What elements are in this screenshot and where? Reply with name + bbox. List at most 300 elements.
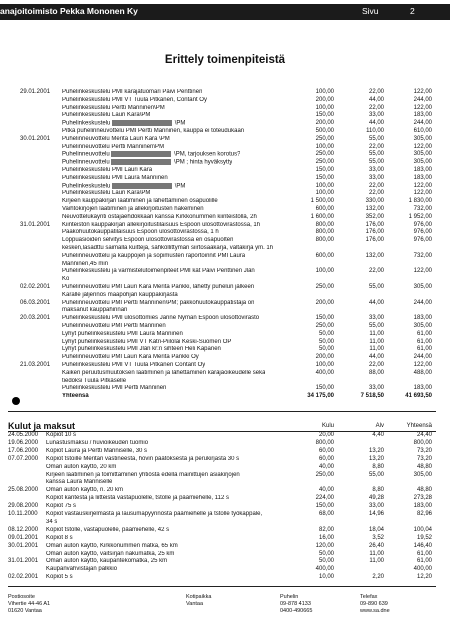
cost-row	[0, 472, 450, 479]
row-description: Loppuasioiden selvitys Espoon ulosottovirastossa eri osapuolten	[62, 237, 234, 244]
row-vat: 11,00	[369, 330, 384, 337]
row-vat: 55,00	[368, 471, 384, 478]
cost-row	[0, 487, 450, 494]
row-total: 273,28	[413, 495, 432, 502]
service-row	[0, 175, 450, 182]
row-amount: 60,00	[318, 455, 334, 462]
cost-row	[0, 558, 450, 565]
row-total: 122,00	[413, 143, 432, 150]
service-row	[0, 144, 450, 151]
row-total: 183,00	[413, 315, 432, 322]
row-description: Kirjeen laatiminen ja toimittaminen yhtiöstä edellä mainittujen asiakirjojen	[46, 471, 240, 478]
row-date: 06.03.2001	[20, 299, 51, 306]
row-vat: 33,00	[368, 385, 384, 392]
row-vat: 55,00	[368, 284, 384, 290]
row-vat: 44,00	[368, 96, 384, 103]
row-description: maksanut kauppahinnan	[62, 307, 128, 314]
row-amount: 200,00	[315, 354, 334, 361]
page-number: 2	[410, 6, 415, 16]
service-row	[0, 214, 450, 221]
service-row	[0, 159, 450, 166]
row-vat: 176,00	[365, 237, 384, 244]
office-name: anajoitoimisto Pekka Mononen Ky	[0, 6, 138, 16]
row-amount: 150,00	[315, 112, 334, 119]
row-total: 100,04	[413, 526, 432, 533]
row-vat: 18,04	[368, 526, 384, 533]
service-row	[0, 370, 450, 377]
row-description: Karalle jäljennös maapohjan kauppakirjasta	[62, 291, 178, 298]
service-row	[0, 315, 450, 322]
row-total: 244,00	[413, 299, 432, 306]
service-row	[0, 136, 450, 143]
service-row	[0, 284, 450, 291]
row-description: Puhelinkeskustelu Lauri Kara\PM	[62, 190, 151, 197]
service-row	[0, 354, 450, 361]
row-amount: 224,00	[315, 495, 334, 502]
redaction-block	[112, 183, 172, 189]
row-date: 20.03.2001	[20, 315, 51, 322]
row-description: kesken,lasadttu saimalla kuittejä, sähköllittymän siirtosaakarja, valtakirja ym. 1h	[62, 245, 274, 251]
row-amount: 50,00	[318, 346, 334, 353]
service-row	[0, 261, 450, 268]
row-total: 61,00	[416, 330, 432, 337]
row-date: 29.01.2001	[20, 89, 51, 95]
row-amount: 100,00	[315, 104, 334, 111]
row-amount: 500,00	[315, 128, 334, 134]
row-amount: 120,00	[315, 542, 334, 549]
footer-address: Postiosoite Vihertie 44-46 A1 01620 Vantaa	[8, 594, 51, 614]
row-date: 09.01.2001	[8, 534, 39, 541]
row-amount: 150,00	[315, 167, 334, 173]
service-row	[0, 120, 450, 127]
row-total: 122,00	[413, 182, 432, 189]
row-description: Puhelinkeskustelu ja varmistelutoimenpiteet PMI kät Päivi Penttinen Jlän	[62, 268, 255, 275]
row-date: 02.02.2001	[8, 574, 39, 581]
row-description: Lyhyt puhelinkeskustelu PMI VT Katri-Piilolai Keski-Suomen OP	[62, 338, 232, 345]
row-vat: 14,96	[368, 511, 384, 517]
row-total: 48,80	[416, 463, 432, 470]
row-total: 19,52	[416, 534, 432, 541]
service-row	[0, 112, 450, 119]
row-date: 30.01.2001	[20, 135, 51, 142]
row-vat: 11,00	[369, 338, 384, 345]
cost-row	[0, 535, 450, 542]
row-total: 244,00	[413, 120, 432, 127]
row-description: Kopiot kantesta ja liitteistä vastapuolelle, tstolle ja päämiehelle, 112 s	[46, 495, 229, 502]
row-total: 400,00	[413, 566, 432, 573]
service-row	[0, 237, 450, 244]
service-row	[0, 268, 450, 275]
cost-row	[0, 503, 450, 510]
row-total: 1 830,00	[408, 198, 432, 205]
row-description: Puhelinkeskustelu \PM	[62, 183, 186, 190]
row-total: 61,00	[416, 550, 432, 557]
row-description: Puhelinkeskustelu Lauri Kara\PM	[62, 112, 151, 119]
row-amount: 250,00	[315, 135, 334, 142]
row-vat: 13,20	[368, 447, 384, 454]
row-vat: 11,00	[369, 550, 384, 557]
row-amount: 1 600,00	[310, 213, 334, 220]
row-description: 34 s	[46, 518, 58, 525]
row-total: 122,00	[413, 268, 432, 275]
row-total: 305,00	[413, 159, 432, 166]
cost-row	[0, 574, 450, 581]
cost-row	[0, 464, 450, 471]
row-description: Puhelinkeskustelu \PM	[62, 120, 186, 127]
row-description: Oman auton käyttö, Kirkkonummen matka, 65 km	[46, 542, 178, 549]
row-total: 61,00	[416, 346, 432, 353]
row-amount: 40,00	[318, 463, 334, 470]
service-row	[0, 276, 450, 283]
row-description: Pitkä puhelinneuvottelu PMI Pertti Manninen, kauppa ei toteudukaan	[62, 128, 245, 134]
row-total: 183,00	[413, 503, 432, 510]
row-amount: 800,00	[315, 229, 334, 236]
row-vat: 55,00	[368, 323, 384, 329]
redaction-block	[111, 151, 171, 157]
row-total: 488,00	[413, 369, 432, 376]
service-row	[0, 190, 450, 197]
hole-punch-dot	[12, 397, 20, 405]
row-vat: 26,40	[368, 542, 384, 549]
row-total: 800,00	[413, 439, 432, 446]
footer-phone: Puhelin 09-878 4133 0400-490665	[280, 594, 313, 614]
row-vat: 13,20	[368, 455, 384, 462]
row-total: 183,00	[413, 174, 432, 181]
row-total: 48,80	[416, 487, 432, 494]
row-total: 976,00	[413, 237, 432, 244]
row-description: Kopiot vastauskirjelmästä ja lausumapyynnöstä päämiehelle ja tstolle työkappale,	[46, 511, 263, 517]
service-row	[0, 89, 450, 96]
cost-row	[0, 543, 450, 550]
row-total: 976,00	[413, 229, 432, 236]
row-date: 31.01.2001	[20, 221, 51, 228]
row-vat: 44,00	[368, 120, 384, 127]
row-date: 19.06.2000	[8, 439, 39, 446]
col-kulu: Kulu	[321, 423, 334, 429]
row-amount: 800,00	[315, 221, 334, 228]
row-total: 122,00	[413, 362, 432, 368]
service-row	[0, 362, 450, 369]
row-vat: 4,40	[372, 432, 384, 438]
row-description: tiedoksi Tuula Pitkäselle	[62, 377, 127, 384]
row-date: 30.01.2001	[8, 542, 39, 549]
service-row	[0, 385, 450, 392]
cost-row	[0, 511, 450, 518]
row-amount: 250,00	[315, 151, 334, 158]
service-row	[0, 378, 450, 385]
row-amount: 250,00	[315, 471, 334, 478]
row-date: 17.06.2000	[8, 447, 39, 454]
cost-row	[0, 456, 450, 463]
row-description: Oman auton käyttö, vaitsirjan nakumatka, 25 km	[46, 550, 175, 557]
row-vat: 11,00	[369, 346, 384, 353]
row-vat: 22,00	[368, 104, 384, 111]
row-total: 1 952,00	[408, 213, 432, 220]
row-description: Puhelinneuvottelu Pertti Manninen\PM	[62, 143, 165, 150]
row-description: Puhelinkeskustelu PMI Laura Manninen	[62, 174, 168, 181]
row-vat: 22,00	[368, 362, 384, 368]
service-row	[0, 323, 450, 330]
row-vat: 33,00	[368, 112, 384, 119]
row-date: 08.12.2000	[8, 526, 39, 533]
row-description: Kopiot Laura ja Pertti Manniselle, 30 s	[46, 447, 148, 454]
row-amount: 600,00	[315, 252, 334, 259]
row-amount: 600,00	[315, 206, 334, 212]
row-description: Kopiot tstolle, vastapuolelle, päämiehelle, 42 s	[46, 526, 170, 533]
row-description: Puhelinkeskustelu PMI Pertti Manninen	[62, 385, 167, 392]
cost-row	[0, 432, 450, 439]
row-description: Puhelinneuvottelu \PM ; hinta hyväksytty	[62, 159, 233, 166]
service-row	[0, 97, 450, 104]
row-vat: 33,00	[368, 503, 384, 510]
row-amount: 100,00	[315, 182, 334, 189]
row-amount: 50,00	[318, 330, 334, 337]
row-total: 610,00	[413, 128, 432, 134]
service-row	[0, 167, 450, 174]
row-date: 29.08.2000	[8, 503, 39, 510]
row-date: 21.03.2001	[20, 362, 51, 368]
row-description: Oman auton käyttö, kaupantekomatka, 25 km	[46, 558, 168, 565]
service-row	[0, 183, 450, 190]
row-vat: 8,80	[372, 487, 384, 494]
row-vat: 176,00	[365, 221, 384, 228]
row-description: Puhelinkeskustelu PMI käräjätuomari Päivi Penttinen	[62, 89, 203, 95]
row-amount: 100,00	[315, 190, 334, 197]
row-date: 02.02.2001	[20, 284, 51, 290]
row-description: Kopiot 8 s	[46, 534, 73, 541]
service-row	[0, 253, 450, 260]
row-vat: 49,28	[368, 495, 384, 502]
row-description: Puhelinneuvottelu ja kauppojen ja sopimusten raportoinnit PMI Laura	[62, 252, 246, 259]
row-vat: 8,80	[372, 463, 384, 470]
letterhead	[0, 0, 450, 20]
footer-divider	[8, 586, 436, 587]
service-row	[0, 346, 450, 353]
row-total: 976,00	[413, 221, 432, 228]
row-amount: 100,00	[315, 89, 334, 95]
row-description: Ko	[62, 276, 70, 283]
row-amount: 82,00	[318, 526, 334, 533]
cost-row	[0, 448, 450, 455]
row-vat: 11,00	[369, 558, 384, 565]
row-total: 146,40	[413, 542, 432, 549]
row-total: 183,00	[413, 112, 432, 119]
row-description: Lyhyt puhelinkeskustelu PMI Laura Manninen	[62, 330, 183, 337]
row-description: Puhelinneuvottelu \PM, tarjouksen korotus?	[62, 151, 241, 158]
row-description: Puhelinneuvottelu PMI Lauri Kara Merita Pankki, lähetty puhelun jälkeen	[62, 284, 255, 290]
row-amount: 150,00	[315, 503, 334, 510]
cost-row	[0, 440, 450, 447]
row-total: 244,00	[413, 354, 432, 361]
costs-title: Kulut ja maksut	[8, 421, 76, 431]
service-row	[0, 128, 450, 135]
row-date: 10.11.2000	[8, 511, 38, 517]
cost-row	[0, 495, 450, 502]
row-description: Yhteensä	[62, 393, 89, 400]
row-description: Kopiot 5 s	[46, 574, 73, 581]
row-description: Neuvottelukäynti ostajaehdokkaan kanssa Kirkkonummen kiinteistöllä, 2h	[62, 213, 257, 220]
row-total: 122,00	[413, 89, 432, 95]
row-total: 73,20	[416, 447, 432, 454]
row-amount: 100,00	[315, 143, 334, 150]
row-description: Paakohuutokauppatilaisuus Espoon ulosottovirastossa, 1 h	[62, 229, 219, 236]
row-vat: 55,00	[368, 159, 384, 166]
row-description: Puhelinneuvottelu PMI Pertti Manninen	[62, 323, 166, 329]
row-description: Puhelinkeskustelu PMI ulosottomies Janne Nyman Espoon ulosottovirasto	[62, 315, 260, 322]
row-amount: 100,00	[315, 268, 334, 275]
row-total: 305,00	[413, 135, 432, 142]
row-amount: 200,00	[315, 120, 334, 127]
col-total: Yhteensä	[406, 423, 432, 429]
row-amount: 100,00	[315, 362, 334, 368]
row-description: Lunastusmaksu / huvioikeuden tuomio	[46, 439, 149, 446]
service-row	[0, 339, 450, 346]
row-date: 24.05.2000	[8, 432, 39, 438]
service-row	[0, 222, 450, 229]
row-vat: 352,00	[365, 213, 384, 220]
row-vat: 330,00	[365, 198, 384, 205]
row-vat: 22,00	[368, 143, 384, 150]
row-amount: 200,00	[315, 96, 334, 103]
row-amount: 34 175,00	[307, 393, 334, 400]
service-row	[0, 229, 450, 236]
row-total: 305,00	[413, 151, 432, 158]
row-vat: 33,00	[368, 167, 384, 173]
row-vat: 88,00	[368, 369, 384, 376]
footer-fax: Telefax 09-890 639 www.sa.dne	[360, 594, 390, 614]
redaction-block	[112, 120, 172, 126]
cost-row	[0, 519, 450, 526]
cost-row	[0, 527, 450, 534]
row-total: 183,00	[413, 167, 432, 173]
row-vat: 132,00	[365, 206, 384, 212]
cost-row	[0, 566, 450, 573]
service-row	[0, 300, 450, 307]
row-vat: 44,00	[368, 299, 384, 306]
row-total: 122,00	[413, 104, 432, 111]
row-description: Kopiot 75 s	[46, 503, 77, 510]
service-row	[0, 245, 450, 252]
row-date: 25.08.2000	[8, 487, 39, 494]
row-amount: 250,00	[315, 284, 334, 290]
col-alv: Alv	[375, 423, 384, 429]
row-amount: 68,00	[318, 511, 334, 517]
row-amount: 10,00	[318, 574, 334, 581]
row-vat: 22,00	[368, 190, 384, 197]
row-amount: 60,00	[318, 447, 334, 454]
redaction-block	[111, 159, 171, 165]
row-vat: 3,52	[372, 534, 384, 541]
row-total: 61,00	[416, 338, 432, 345]
row-description: Puhelinkeskustelu PMI VT Tuula Pitkänen Contant Oy	[62, 362, 206, 368]
cost-row	[0, 479, 450, 486]
row-vat: 110,00	[366, 128, 384, 134]
row-amount: 150,00	[315, 315, 334, 322]
row-description: Puhelinneuvottelu PMI Lauri Kara Merita Pankki Oy	[62, 354, 199, 361]
row-total: 82,96	[416, 511, 432, 517]
service-row	[0, 206, 450, 213]
row-date: 31.01.2001	[8, 558, 39, 565]
row-total: 41 693,50	[405, 393, 432, 400]
row-description: Puhelinkeskustelu PMI Lauri Kara	[62, 167, 153, 173]
row-amount: 50,00	[318, 558, 334, 565]
row-vat: 2,20	[372, 574, 384, 581]
row-description: Puhelinkeskustelu PMI VT Tuula Pitkänen, Contant Oy	[62, 96, 207, 103]
row-description: Vaihtokirjojen laatiminen ja allekirjoitusten hakeminen	[62, 206, 204, 212]
footer-domicile: Kotipaikka Vantaa	[186, 594, 212, 607]
row-amount: 150,00	[315, 174, 334, 181]
row-amount: 400,00	[315, 369, 334, 376]
row-amount: 16,00	[318, 534, 334, 541]
row-vat: 33,00	[368, 315, 384, 322]
row-description: Kaiken peruutusmuutoksen laatiminen ja lähettäminen käräjäoikeudelle sekä	[62, 369, 266, 376]
row-description: Kopiot tstoille Meritan vastineesta, hovin päätöksestä ja perukirjasta 30 s	[46, 455, 240, 462]
service-row	[0, 292, 450, 299]
row-amount: 20,00	[318, 432, 334, 438]
row-amount: 800,00	[315, 439, 334, 446]
row-vat: 176,00	[365, 229, 384, 236]
row-vat: 44,00	[368, 354, 384, 361]
row-description: Kopiot 10 s	[46, 432, 77, 438]
row-description: Puhelinkeskustelu Pertti Manninen\PM	[62, 104, 165, 111]
service-row	[0, 307, 450, 314]
row-amount: 400,00	[315, 566, 334, 573]
row-description: Oman auton käyttö, 20 km	[46, 463, 117, 470]
row-amount: 150,00	[315, 385, 334, 392]
row-total: 732,00	[413, 252, 432, 259]
row-description: Puhelinneuvottelu Merita Lauri Kara \PM	[62, 135, 170, 142]
service-row	[0, 198, 450, 205]
row-vat: 7 518,50	[360, 393, 384, 400]
row-total: 61,00	[416, 558, 432, 565]
row-vat: 22,00	[368, 89, 384, 95]
row-amount: 40,00	[318, 487, 334, 494]
row-description: Lyhyt puhelinkeskustelu PMI Jlän kr:n sihteeri Heli Kapanen	[62, 346, 221, 353]
row-description: Kiinteistön kauppakirjan allekirjoitustilaisuus Espoon ulosottovirastossa, 1h	[62, 221, 261, 228]
row-total: 305,00	[413, 323, 432, 329]
row-description: Puhelinneuvottelu PMI Pertti Manninen\PM; pakkohuutokauppatistaja on	[62, 299, 255, 306]
row-vat: 22,00	[368, 268, 384, 275]
divider	[8, 411, 436, 412]
row-total: 732,00	[413, 206, 432, 212]
page-label: Sivu	[362, 6, 379, 16]
row-total: 24,40	[416, 432, 432, 438]
row-total: 305,00	[413, 284, 432, 290]
row-amount: 800,00	[315, 237, 334, 244]
service-row	[0, 331, 450, 338]
row-vat: 22,00	[368, 182, 384, 189]
row-total: 244,00	[413, 96, 432, 103]
row-description: Kaupanvahvistajan palkkio	[46, 566, 118, 573]
row-amount: 250,00	[315, 159, 334, 166]
row-amount: 50,00	[318, 338, 334, 345]
row-date: 07.07.2000	[8, 455, 39, 462]
row-description: kanssa Laura Manniselle	[46, 479, 113, 486]
row-amount: 1 500,00	[310, 198, 334, 205]
service-row	[0, 393, 450, 400]
row-amount: 250,00	[315, 323, 334, 329]
row-total: 305,00	[413, 471, 432, 478]
row-vat: 33,00	[368, 174, 384, 181]
row-description: Oman auton käyttö, n. 20 km	[46, 487, 124, 494]
row-vat: 132,00	[365, 252, 384, 259]
row-total: 122,00	[413, 190, 432, 197]
row-total: 73,20	[416, 455, 432, 462]
cost-row	[0, 551, 450, 558]
row-total: 12,20	[416, 574, 432, 581]
row-description: Kirjeen kauppakirjan laatiminen ja lähettäminen osapuolille	[62, 198, 218, 205]
row-vat: 55,00	[368, 135, 384, 142]
